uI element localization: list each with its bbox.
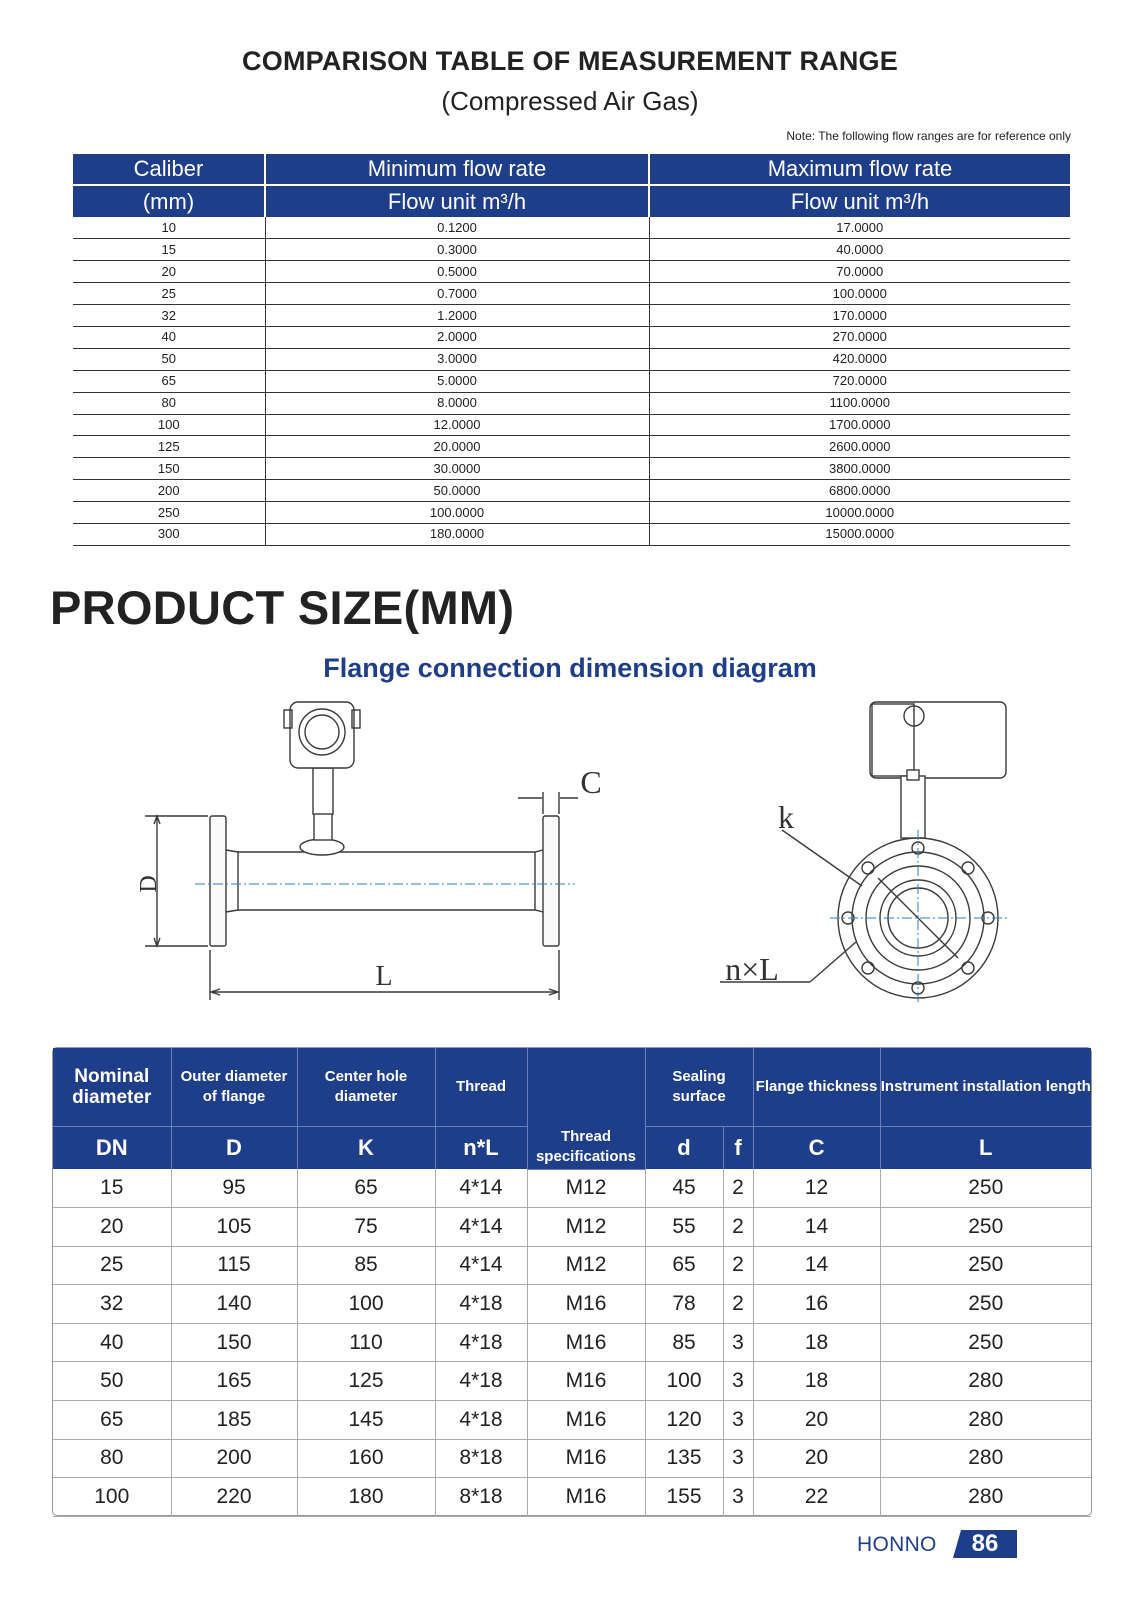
- flow-table-row: [73, 502, 1070, 524]
- table-cell: 185: [171, 1401, 297, 1440]
- table-cell: 2: [723, 1246, 753, 1285]
- flow-table-row: [73, 523, 1070, 545]
- table-cell: 3: [723, 1439, 753, 1478]
- table-cell: 16: [753, 1285, 880, 1324]
- table-cell: 120: [645, 1401, 723, 1440]
- table-cell: 100: [53, 1478, 171, 1517]
- size-table-row: [53, 1246, 1091, 1285]
- table-cell: 20.0000: [265, 436, 649, 458]
- thread-header: Thread: [435, 1048, 527, 1126]
- table-cell: 105: [171, 1208, 297, 1247]
- thread-spec-header: Thread specifications: [527, 1048, 645, 1169]
- table-cell: 3: [723, 1323, 753, 1362]
- table-cell: 18: [753, 1323, 880, 1362]
- table-cell: 100: [645, 1362, 723, 1401]
- table-cell: 20: [73, 261, 265, 283]
- label-k: k: [778, 799, 794, 835]
- outer-diameter-header: Outer diameter of flange: [171, 1048, 297, 1126]
- table-cell: 0.1200: [265, 217, 649, 239]
- size-table-row: [53, 1323, 1091, 1362]
- table-cell: 165: [171, 1362, 297, 1401]
- table-cell: 125: [73, 436, 265, 458]
- table-cell: 5.0000: [265, 370, 649, 392]
- table-cell: 85: [645, 1323, 723, 1362]
- size-table-row: [53, 1285, 1091, 1324]
- table-cell: 2: [723, 1208, 753, 1247]
- min-flow-unit-header: Flow unit m³/h: [265, 185, 649, 217]
- table-cell: 14: [753, 1208, 880, 1247]
- table-cell: 85: [297, 1246, 435, 1285]
- table-cell: 45: [645, 1169, 723, 1208]
- table-cell: 40.0000: [649, 239, 1070, 261]
- table-cell: M16: [527, 1362, 645, 1401]
- table-cell: 80: [73, 392, 265, 414]
- table-cell: 160: [297, 1439, 435, 1478]
- table-cell: 20: [53, 1208, 171, 1247]
- table-cell: 25: [53, 1246, 171, 1285]
- table-cell: 22: [753, 1478, 880, 1517]
- table-cell: 10000.0000: [649, 502, 1070, 524]
- table-cell: 12.0000: [265, 414, 649, 436]
- table-cell: 0.7000: [265, 283, 649, 305]
- table-cell: 3.0000: [265, 348, 649, 370]
- flow-table-row: [73, 480, 1070, 502]
- table-cell: 100.0000: [265, 502, 649, 524]
- table-cell: 25: [73, 283, 265, 305]
- table-cell: M16: [527, 1285, 645, 1324]
- table-cell: 20: [753, 1439, 880, 1478]
- flow-table-row: [73, 370, 1070, 392]
- table-cell: 280: [880, 1362, 1091, 1401]
- max-flow-header: Maximum flow rate: [649, 154, 1070, 185]
- table-cell: 75: [297, 1208, 435, 1247]
- page-number: 86: [971, 1530, 999, 1557]
- flow-table-row: [73, 326, 1070, 348]
- flow-range-table: [73, 154, 1070, 546]
- table-cell: 270.0000: [649, 326, 1070, 348]
- table-cell: 0.5000: [265, 261, 649, 283]
- table-cell: 180: [297, 1478, 435, 1517]
- table-cell: M12: [527, 1246, 645, 1285]
- sealing-surface-header: Sealing surface: [645, 1048, 753, 1126]
- table-cell: 280: [880, 1478, 1091, 1517]
- label-l: L: [375, 961, 393, 992]
- table-cell: 100.0000: [649, 283, 1070, 305]
- table-cell: 2: [723, 1169, 753, 1208]
- table-cell: 55: [645, 1208, 723, 1247]
- table-cell: 2: [723, 1285, 753, 1324]
- table-cell: 8*18: [435, 1478, 527, 1517]
- table-cell: 280: [880, 1401, 1091, 1440]
- table-cell: 70.0000: [649, 261, 1070, 283]
- table-cell: 1100.0000: [649, 392, 1070, 414]
- reference-note: Note: The following flow ranges are for reference only: [786, 129, 1071, 143]
- table-cell: 3: [723, 1478, 753, 1517]
- flow-table-row: [73, 283, 1070, 305]
- table-cell: 18: [753, 1362, 880, 1401]
- table-cell: 50: [53, 1362, 171, 1401]
- table-cell: 100: [297, 1285, 435, 1324]
- table-cell: 4*18: [435, 1401, 527, 1440]
- f-header: f: [723, 1126, 753, 1169]
- table-cell: 6800.0000: [649, 480, 1070, 502]
- table-cell: 3: [723, 1362, 753, 1401]
- table-cell: 14: [753, 1246, 880, 1285]
- table-cell: M12: [527, 1169, 645, 1208]
- table-cell: 4*18: [435, 1285, 527, 1324]
- table-cell: M16: [527, 1401, 645, 1440]
- max-flow-unit-header: Flow unit m³/h: [649, 185, 1070, 217]
- table-cell: 720.0000: [649, 370, 1070, 392]
- table-cell: 110: [297, 1323, 435, 1362]
- comparison-subtitle: (Compressed Air Gas): [441, 86, 699, 116]
- table-cell: 150: [73, 458, 265, 480]
- flow-table-row: [73, 458, 1070, 480]
- size-table-row: [53, 1478, 1091, 1517]
- table-cell: M12: [527, 1208, 645, 1247]
- caliber-unit-header: (mm): [73, 185, 265, 217]
- table-cell: 4*18: [435, 1323, 527, 1362]
- table-cell: 280: [880, 1439, 1091, 1478]
- flow-table-row: [73, 217, 1070, 239]
- table-cell: 2600.0000: [649, 436, 1070, 458]
- product-size-title: PRODUCT SIZE(MM): [50, 581, 515, 634]
- table-cell: 65: [645, 1246, 723, 1285]
- d-outer-header: D: [171, 1126, 297, 1169]
- d-header: d: [645, 1126, 723, 1169]
- table-cell: 155: [645, 1478, 723, 1517]
- size-table: [53, 1048, 1091, 1517]
- table-cell: 4*14: [435, 1246, 527, 1285]
- table-cell: 65: [53, 1401, 171, 1440]
- table-cell: 1.2000: [265, 305, 649, 327]
- min-flow-header: Minimum flow rate: [265, 154, 649, 185]
- table-cell: 135: [645, 1439, 723, 1478]
- table-cell: 115: [171, 1246, 297, 1285]
- table-cell: 0.3000: [265, 239, 649, 261]
- l-header: L: [880, 1126, 1091, 1169]
- table-cell: 140: [171, 1285, 297, 1324]
- table-cell: 50: [73, 348, 265, 370]
- table-cell: M16: [527, 1478, 645, 1517]
- table-cell: 12: [753, 1169, 880, 1208]
- table-cell: 32: [53, 1285, 171, 1324]
- flange-dimension-diagram: [0, 700, 1140, 1010]
- table-cell: 15: [53, 1169, 171, 1208]
- flow-table-row: [73, 392, 1070, 414]
- table-cell: M16: [527, 1323, 645, 1362]
- table-cell: 100: [73, 414, 265, 436]
- size-table-row: [53, 1208, 1091, 1247]
- caliber-header: Caliber: [73, 154, 265, 185]
- install-length-header: Instrument installation length: [880, 1048, 1091, 1126]
- diagram-title: Flange connection dimension diagram: [323, 653, 817, 683]
- table-cell: 250: [73, 502, 265, 524]
- table-cell: 15: [73, 239, 265, 261]
- table-cell: 15000.0000: [649, 523, 1070, 545]
- table-cell: 170.0000: [649, 305, 1070, 327]
- table-cell: 10: [73, 217, 265, 239]
- table-cell: 3: [723, 1401, 753, 1440]
- table-cell: 30.0000: [265, 458, 649, 480]
- table-cell: 145: [297, 1401, 435, 1440]
- dn-header: DN: [53, 1126, 171, 1169]
- table-cell: 250: [880, 1169, 1091, 1208]
- flow-table-row: [73, 436, 1070, 458]
- label-d: D: [136, 875, 162, 893]
- label-nxl: n×L: [725, 951, 779, 987]
- table-cell: 150: [171, 1323, 297, 1362]
- table-cell: 95: [171, 1169, 297, 1208]
- table-cell: 300: [73, 523, 265, 545]
- flow-table-row: [73, 261, 1070, 283]
- flow-table-row: [73, 305, 1070, 327]
- nl-header: n*L: [435, 1126, 527, 1169]
- table-cell: 40: [53, 1323, 171, 1362]
- table-cell: 32: [73, 305, 265, 327]
- table-cell: M16: [527, 1439, 645, 1478]
- c-header: C: [753, 1126, 880, 1169]
- table-cell: 125: [297, 1362, 435, 1401]
- table-cell: 200: [171, 1439, 297, 1478]
- comparison-title: COMPARISON TABLE OF MEASUREMENT RANGE: [242, 46, 898, 76]
- table-cell: 250: [880, 1323, 1091, 1362]
- flow-table-row: [73, 414, 1070, 436]
- brand-name: HONNO: [857, 1533, 937, 1556]
- table-cell: 65: [297, 1169, 435, 1208]
- center-hole-header: Center hole diameter: [297, 1048, 435, 1126]
- size-table-row: [53, 1401, 1091, 1440]
- label-c: C: [580, 764, 602, 800]
- nominal-diameter-header: Nominal diameter: [53, 1048, 171, 1126]
- table-cell: 40: [73, 326, 265, 348]
- table-cell: 180.0000: [265, 523, 649, 545]
- size-table-row: [53, 1362, 1091, 1401]
- flow-table-row: [73, 239, 1070, 261]
- table-cell: 8.0000: [265, 392, 649, 414]
- table-cell: 4*18: [435, 1362, 527, 1401]
- table-cell: 4*14: [435, 1169, 527, 1208]
- size-table-row: [53, 1439, 1091, 1478]
- table-cell: 80: [53, 1439, 171, 1478]
- table-cell: 4*14: [435, 1208, 527, 1247]
- flow-table-row: [73, 348, 1070, 370]
- table-cell: 78: [645, 1285, 723, 1324]
- table-cell: 420.0000: [649, 348, 1070, 370]
- table-cell: 1700.0000: [649, 414, 1070, 436]
- table-cell: 3800.0000: [649, 458, 1070, 480]
- table-cell: 250: [880, 1208, 1091, 1247]
- table-cell: 65: [73, 370, 265, 392]
- k-header: K: [297, 1126, 435, 1169]
- flange-thickness-header: Flange thickness: [753, 1048, 880, 1126]
- table-cell: 2.0000: [265, 326, 649, 348]
- table-cell: 50.0000: [265, 480, 649, 502]
- table-cell: 8*18: [435, 1439, 527, 1478]
- table-cell: 17.0000: [649, 217, 1070, 239]
- size-table-row: [53, 1169, 1091, 1208]
- table-cell: 250: [880, 1246, 1091, 1285]
- table-cell: 20: [753, 1401, 880, 1440]
- table-cell: 250: [880, 1285, 1091, 1324]
- table-cell: 220: [171, 1478, 297, 1517]
- table-cell: 200: [73, 480, 265, 502]
